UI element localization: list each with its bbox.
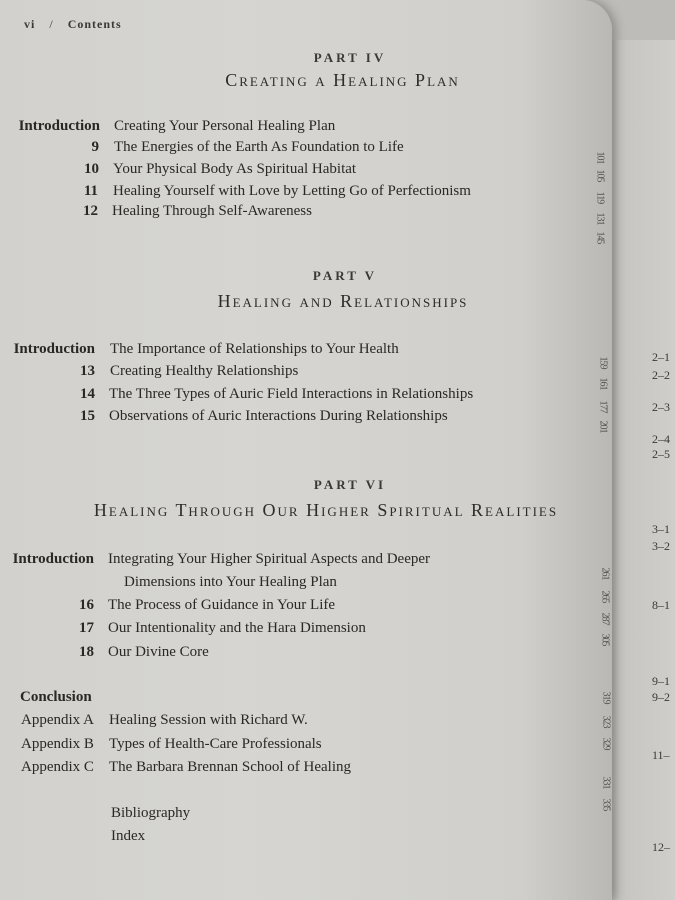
page-number: 101: [594, 151, 606, 164]
entry-label: 18: [79, 644, 94, 660]
folio: vi: [24, 17, 36, 31]
entry-title: Creating Healthy Relationships: [110, 363, 299, 379]
page-number: 323: [600, 715, 612, 728]
entry-label: 10: [84, 161, 99, 177]
page-number: 145: [594, 231, 606, 244]
part-title: Healing and Relationships: [217, 291, 469, 311]
entry-title: Index: [111, 828, 146, 844]
entry-title: Healing Through Self-Awareness: [112, 203, 312, 219]
figure-code: 8–1: [652, 598, 670, 612]
page-number: 105: [594, 169, 606, 182]
running-head-separator: /: [49, 17, 54, 31]
page-number: 305: [599, 633, 611, 646]
page-number: 265: [599, 590, 611, 603]
page-number: 261: [599, 567, 611, 580]
entry-title: Our Divine Core: [108, 644, 209, 660]
entry-label: Introduction: [13, 341, 95, 357]
entry-title: The Importance of Relationships to Your Health: [110, 341, 399, 357]
entry-title: Observations of Auric Interactions During Relationships: [109, 408, 448, 424]
running-head: [24, 17, 122, 32]
entry-title: Bibliography: [111, 805, 191, 821]
entry-label: Appendix A: [21, 712, 94, 728]
running-head-title: Contents: [67, 17, 122, 31]
page-number: 201: [597, 420, 609, 433]
figure-code: 2–3: [652, 400, 670, 414]
figure-code: 9–1: [652, 674, 670, 688]
entry-label: Introduction: [12, 551, 94, 567]
entry-label: 16: [79, 597, 94, 613]
entry-label: 17: [79, 620, 94, 636]
page-number: 331: [600, 776, 612, 789]
entry-label: 9: [91, 139, 99, 155]
part-label: PART V: [312, 268, 378, 283]
entry-title: Types of Health-Care Professionals: [109, 736, 322, 752]
page-number: 287: [599, 612, 611, 625]
entry-title: Healing Yourself with Love by Letting Go of Perfectionism: [113, 183, 471, 199]
toc-entry: [20, 689, 92, 706]
entry-label: 14: [80, 386, 95, 402]
page-number: 161: [597, 377, 609, 390]
adjacent-page: [606, 40, 675, 900]
figure-code: 9–2: [652, 690, 670, 704]
entry-title: The Three Types of Auric Field Interactions in Relationships: [109, 386, 474, 402]
entry-label: 11: [83, 183, 98, 199]
part-label: PART VI: [313, 477, 387, 492]
figure-code: 2–5: [652, 447, 670, 461]
entry-title: The Process of Guidance in Your Life: [108, 597, 336, 613]
entry-title: Our Intentionality and the Hara Dimension: [108, 620, 366, 636]
entry-label: 13: [80, 363, 95, 379]
page-number: 131: [594, 212, 606, 225]
entry-label: 15: [80, 408, 95, 424]
page-number: 319: [600, 691, 612, 704]
figure-code: 2–2: [652, 368, 670, 382]
page-number: 329: [600, 737, 612, 750]
entry-title-line2: Dimensions into Your Healing Plan: [124, 574, 337, 590]
figure-code: 3–2: [652, 539, 670, 553]
figure-code: 11–: [652, 748, 670, 762]
figure-code: 2–4: [652, 432, 670, 446]
entry-title: Your Physical Body As Spiritual Habitat: [113, 161, 357, 177]
entry-label: Appendix B: [21, 736, 94, 752]
entry-title: Creating Your Personal Healing Plan: [114, 118, 336, 134]
part-title: Healing Through Our Higher Spiritual Realities: [93, 500, 559, 520]
figure-code: 2–1: [652, 350, 670, 364]
entry-label: 12: [83, 203, 98, 219]
page-number: 177: [597, 400, 609, 413]
entry-label: Conclusion: [20, 689, 92, 705]
entry-label: Appendix C: [21, 759, 94, 775]
entry-title: The Energies of the Earth As Foundation to Life: [114, 139, 404, 155]
page-number: 159: [597, 356, 609, 369]
entry-label: Introduction: [18, 118, 100, 134]
figure-code: 12–: [652, 840, 670, 854]
entry-title: The Barbara Brennan School of Healing: [109, 759, 351, 775]
figure-code: 3–1: [652, 522, 670, 536]
part-title: Creating a Healing Plan: [225, 70, 460, 90]
part-label: PART IV: [313, 50, 387, 65]
entry-title: Integrating Your Higher Spiritual Aspects and Deeper: [108, 551, 431, 567]
entry-title: Healing Session with Richard W.: [109, 712, 308, 728]
page-number: 335: [600, 798, 612, 811]
page-number: 119: [594, 191, 606, 204]
